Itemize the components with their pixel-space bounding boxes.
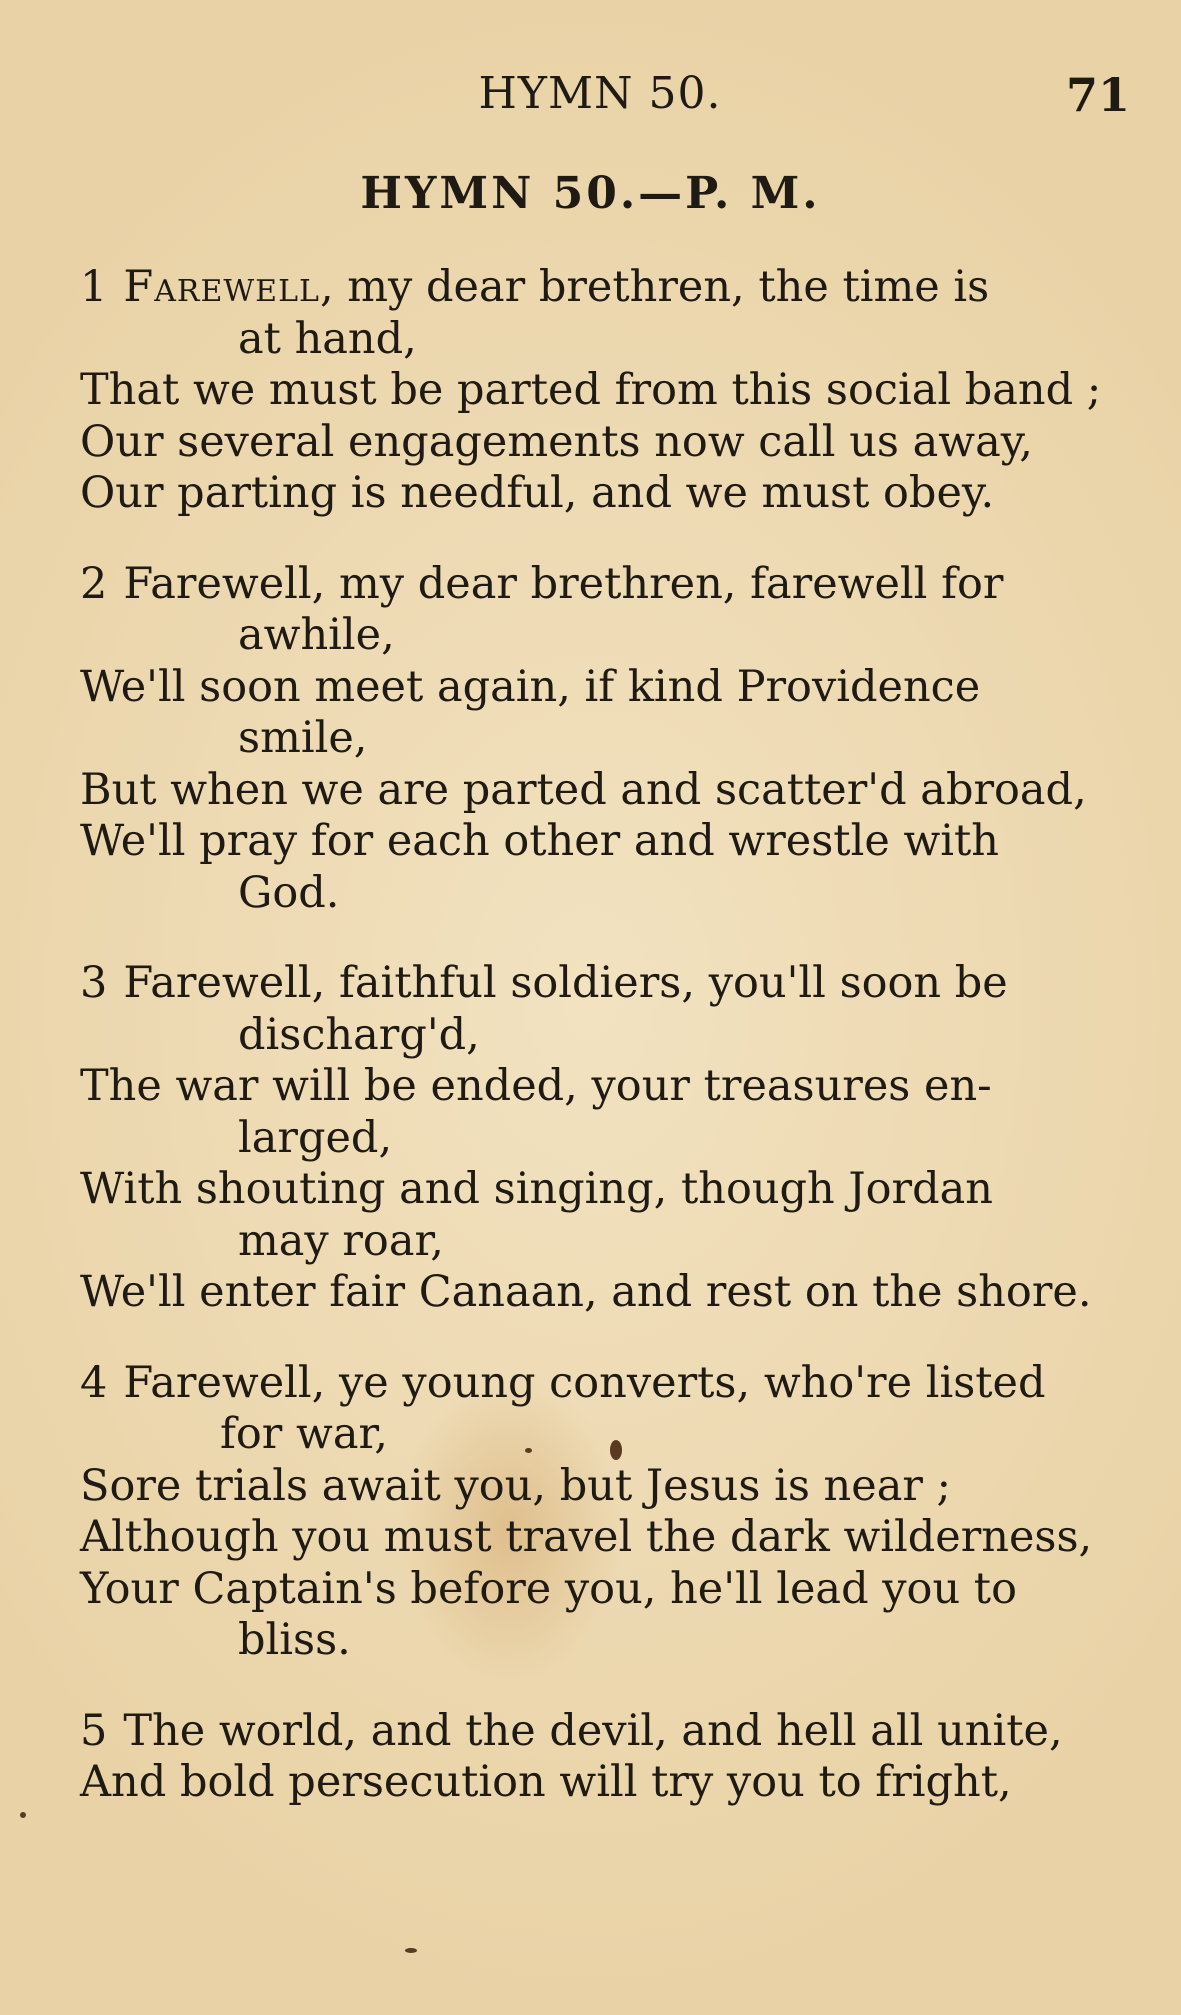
verse-line-text: Farewell, my dear brethren, farewell for — [123, 558, 1004, 609]
verse-line: Your Captain's before you, he'll lead you to — [80, 1563, 1017, 1614]
verse-number: 3 — [80, 958, 108, 1008]
verse-4 — [80, 1358, 1130, 1667]
verse-line: smile, — [238, 713, 368, 763]
verse-1 — [80, 262, 1130, 520]
running-title: HYMN 50. — [478, 68, 722, 119]
verse-5 — [80, 1706, 1130, 1809]
verse-line-text: Farewell, ye young converts, who're listed — [123, 1357, 1046, 1408]
verse-number: 4 — [80, 1357, 108, 1408]
hymn-title: HYMN 50.—P. M. — [360, 168, 821, 219]
verse-line-text: , my dear brethren, the time is — [319, 262, 990, 312]
verse-line: We'll soon meet again, if kind Providence — [80, 661, 981, 712]
verse-line: larged, — [238, 1112, 393, 1163]
verse-number: 5 — [80, 1705, 108, 1756]
verse-2 — [80, 559, 1130, 920]
verse-line: for war, — [220, 1409, 388, 1459]
verse-line: Our several engagements now call us away, — [80, 416, 1033, 467]
verse-line: at hand, — [238, 313, 417, 364]
verse-line: The war will be ended, your treasures en- — [80, 1061, 992, 1111]
verse-line: Although you must travel the dark wilderness, — [80, 1512, 1093, 1562]
paper-blemish — [610, 1440, 622, 1460]
verse-line — [80, 1706, 1130, 1758]
verse-first-word: Farewell — [123, 262, 320, 312]
verse-number: 2 — [80, 558, 108, 609]
verse-3 — [80, 958, 1130, 1319]
paper-blemish — [20, 1812, 26, 1818]
verse-line — [80, 1358, 1130, 1410]
verse-line — [80, 958, 1130, 1010]
verse-line: bliss. — [238, 1615, 351, 1665]
verse-line: We'll enter fair Canaan, and rest on the shore. — [80, 1267, 1092, 1317]
verse-line: That we must be parted from this social band ; — [80, 365, 1102, 415]
verse-number: 1 — [80, 262, 108, 312]
verse-line: discharg'd, — [238, 1009, 480, 1060]
hymn-body — [80, 262, 1130, 1848]
page-number: 71 — [1065, 68, 1130, 122]
paper-blemish — [525, 1448, 532, 1453]
verse-line-text: Farewell, faithful soldiers, you'll soon be — [123, 958, 1008, 1008]
verse-line — [80, 262, 1130, 314]
verse-line: But when we are parted and scatter'd abroad, — [80, 764, 1087, 815]
paper-blemish — [405, 1948, 417, 1953]
verse-line: God. — [238, 867, 340, 918]
verse-line: Sore trials await you, but Jesus is near ; — [80, 1460, 952, 1511]
running-head — [80, 68, 1130, 128]
verse-line: And bold persecution will try you to fright, — [80, 1757, 1012, 1807]
verse-line — [80, 559, 1130, 611]
verse-line: With shouting and singing, though Jordan — [80, 1164, 993, 1214]
verse-line: may roar, — [238, 1215, 444, 1266]
verse-line-text: The world, and the devil, and hell all unite, — [123, 1705, 1063, 1756]
verse-line: Our parting is needful, and we must obey. — [80, 468, 995, 518]
verse-line: We'll pray for each other and wrestle with — [80, 816, 999, 866]
verse-line: awhile, — [238, 610, 395, 660]
